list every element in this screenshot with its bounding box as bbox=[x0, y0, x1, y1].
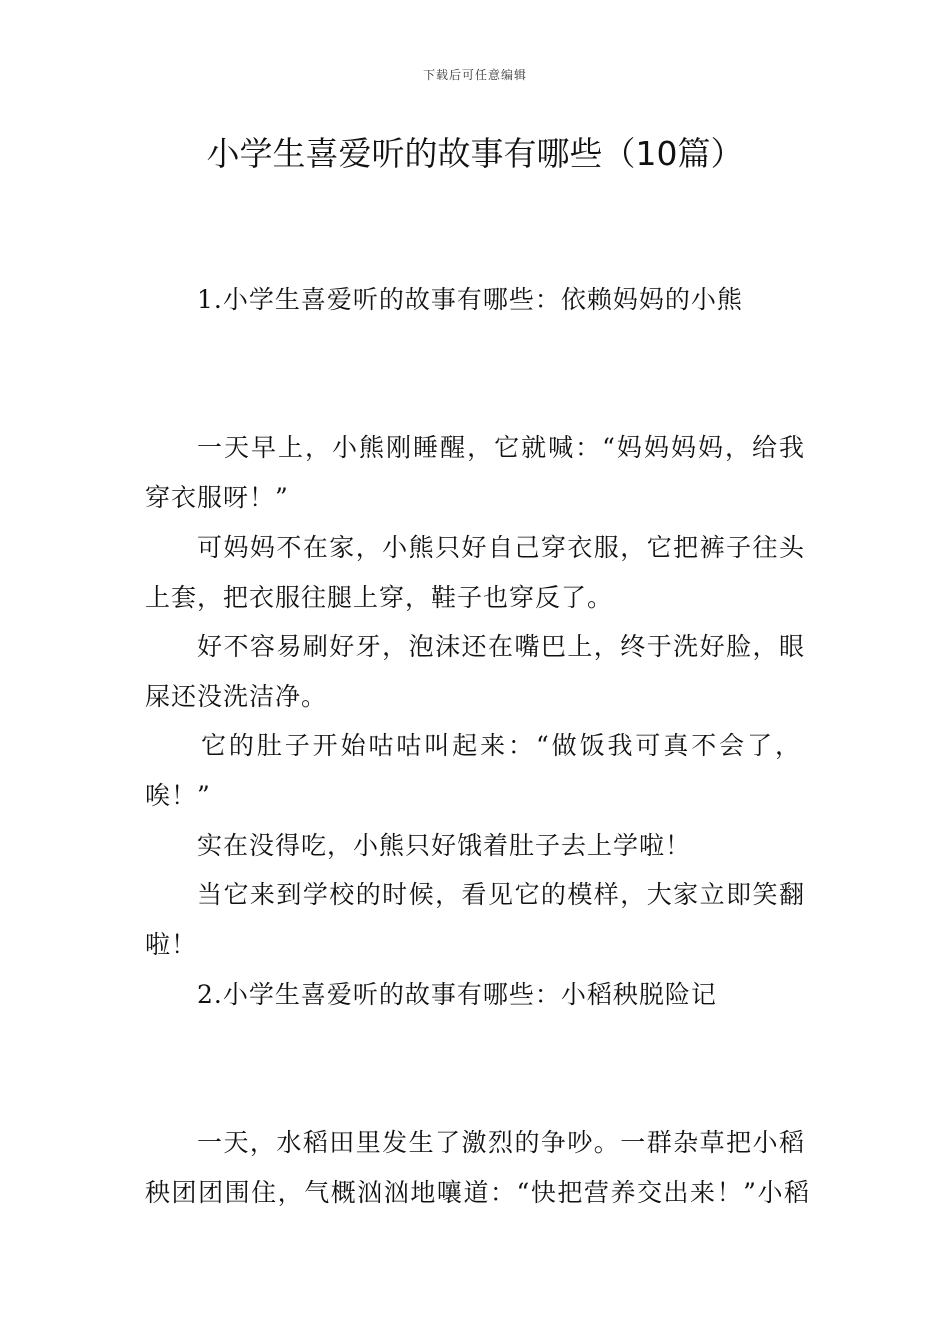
paragraph-line: 一天，水稻田里发生了激烈的争吵。一群杂草把小稻 bbox=[197, 1128, 805, 1157]
paragraph-line: 实在没得吃，小熊只好饿着肚子去上学啦！ bbox=[197, 831, 692, 860]
paragraph-line: 一天早上，小熊刚睡醒，它就喊：“妈妈妈妈，给我 bbox=[197, 433, 805, 462]
section-heading: 1.小学生喜爱听的故事有哪些：依赖妈妈的小熊 bbox=[197, 285, 743, 314]
paragraph-line: 秧团团围住，气概汹汹地嚷道：“快把营养交出来！”小稻 bbox=[145, 1178, 810, 1207]
paragraph-line: 穿衣服呀！” bbox=[145, 483, 289, 512]
paragraph-line: 当它来到学校的时候，看见它的模样，大家立即笑翻 bbox=[197, 880, 805, 909]
paragraph-line: 啦！ bbox=[145, 930, 198, 959]
paragraph-line: 好不容易刷好牙，泡沫还在嘴巴上，终于洗好脸，眼 bbox=[197, 632, 805, 661]
paragraph-line: 唉！” bbox=[145, 781, 211, 810]
paragraph-line: 它的肚子开始咕咕叫起来：“做饭我可真不会了， bbox=[201, 731, 801, 760]
paragraph-line: 可妈妈不在家，小熊只好自己穿衣服，它把裤子往头 bbox=[197, 533, 805, 562]
paragraph-line: 屎还没洗洁净。 bbox=[145, 682, 328, 711]
header-note: 下载后可任意编辑 bbox=[422, 68, 527, 82]
paragraph-line: 上套，把衣服往腿上穿，鞋子也穿反了。 bbox=[145, 583, 614, 612]
page-title: 小学生喜爱听的故事有哪些（10篇） bbox=[206, 134, 744, 173]
section-heading: 2.小学生喜爱听的故事有哪些：小稻秧脱险记 bbox=[197, 980, 717, 1009]
